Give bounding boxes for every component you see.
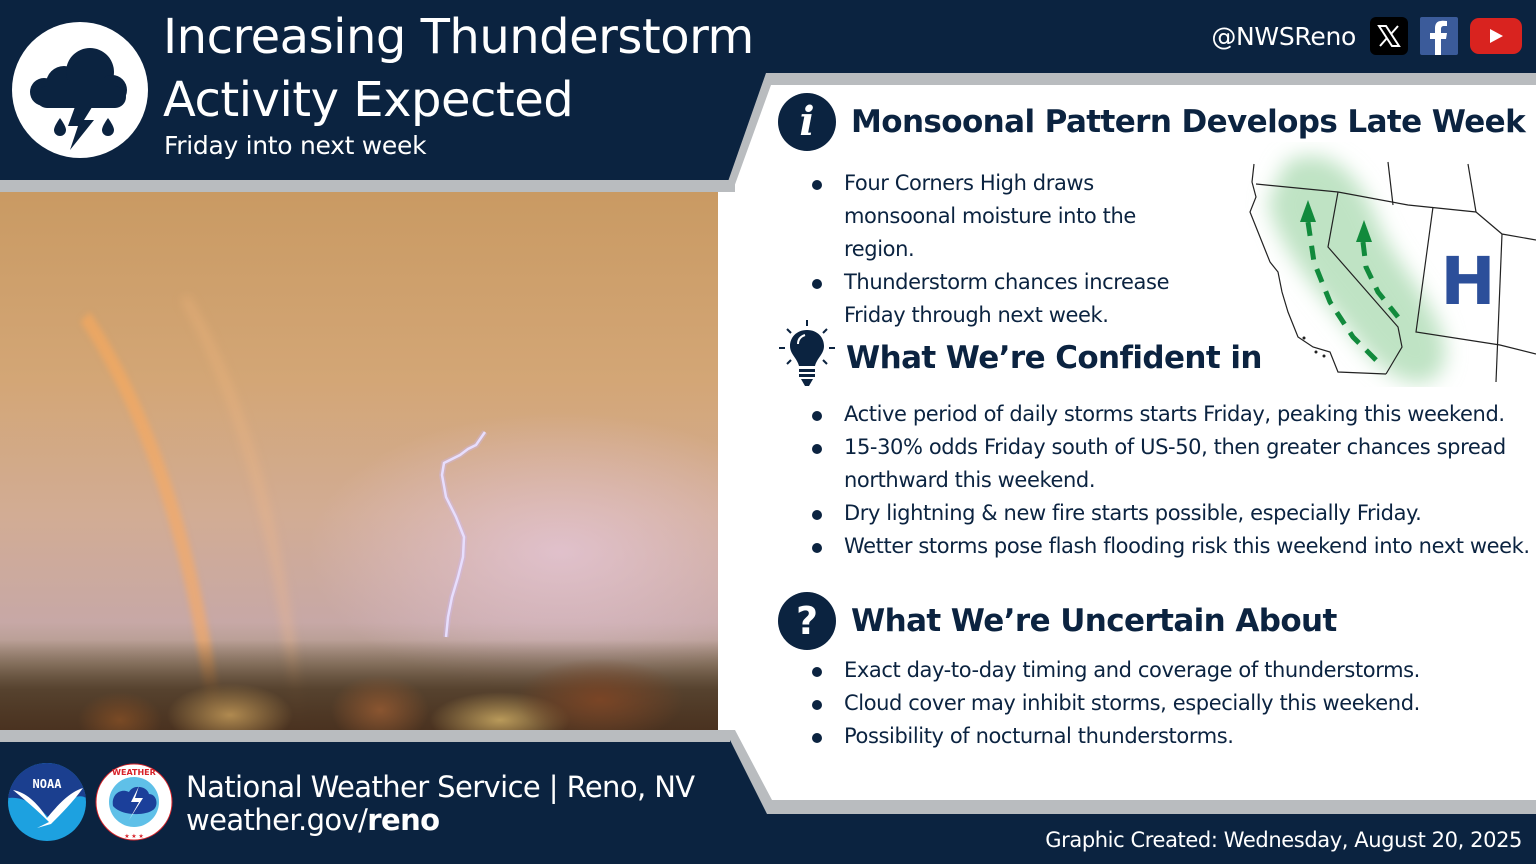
info-icon: i: [778, 93, 836, 151]
section-title: What We’re Uncertain About: [851, 603, 1337, 639]
bullet-item: Dry lightning & new fire starts possible, especially Friday.: [810, 497, 1530, 530]
bullet-item: Thunderstorm chances increase Friday through next week.: [810, 266, 1190, 332]
social-handle[interactable]: @NWSReno: [1211, 21, 1356, 51]
social-links: [1211, 17, 1522, 55]
website-prefix: weather.gov/: [186, 803, 368, 837]
lightning-bolt: [430, 427, 500, 647]
svg-text:NOAA: NOAA: [32, 777, 62, 791]
high-pressure-label: H: [1440, 243, 1496, 320]
svg-text:★ ★ ★: ★ ★ ★: [124, 834, 144, 840]
noaa-logo: [7, 762, 87, 842]
title-line-1: Increasing Thunderstorm: [163, 9, 754, 65]
section-title: Monsoonal Pattern Develops Late Week: [851, 104, 1526, 140]
section-confident: [778, 320, 1262, 388]
footer-org: National Weather Service | Reno, NV: [186, 770, 695, 804]
website-office: reno: [367, 803, 440, 837]
subtitle: Friday into next week: [164, 131, 427, 160]
thunderstorm-rain-icon: [12, 22, 148, 158]
bullet-item: Four Corners High draws monsoonal moisture into the region.: [810, 167, 1190, 266]
monsoonal-bullets: [810, 167, 1190, 332]
section-title: What We’re Confident in: [846, 340, 1262, 376]
facebook-icon[interactable]: [1420, 17, 1458, 55]
confident-bullets: [810, 398, 1530, 563]
bullet-item: Wetter storms pose flash flooding risk this weekend into next week.: [810, 530, 1530, 563]
monsoon-map: [1238, 142, 1536, 387]
page-title: [163, 6, 754, 132]
x-icon[interactable]: [1370, 17, 1408, 55]
storm-photo: [0, 192, 718, 730]
section-uncertain: [778, 592, 1337, 650]
youtube-icon[interactable]: [1470, 18, 1522, 54]
svg-text:WEATHER: WEATHER: [112, 768, 156, 777]
nws-logo: [95, 762, 173, 842]
moisture-plume: [1268, 156, 1445, 383]
foreground-hills: [0, 640, 718, 730]
bullet-item: Cloud cover may inhibit storms, especially this weekend.: [810, 687, 1530, 720]
divider-top: [0, 180, 735, 192]
graphic-created-date: Graphic Created: Wednesday, August 20, 2025: [1045, 828, 1522, 852]
bullet-item: Exact day-to-day timing and coverage of thunderstorms.: [810, 654, 1530, 687]
footer-website[interactable]: [186, 803, 439, 837]
uncertain-bullets: [810, 654, 1530, 753]
bullet-item: 15-30% odds Friday south of US-50, then greater chances spread northward this weekend.: [810, 431, 1530, 497]
question-icon: ?: [778, 592, 836, 650]
bullet-item: Possibility of nocturnal thunderstorms.: [810, 720, 1530, 753]
divider-bottom: [0, 730, 730, 742]
bullet-item: Active period of daily storms starts Friday, peaking this weekend.: [810, 398, 1530, 431]
title-line-2: Activity Expected: [163, 72, 574, 128]
lightbulb-icon: [778, 320, 836, 388]
